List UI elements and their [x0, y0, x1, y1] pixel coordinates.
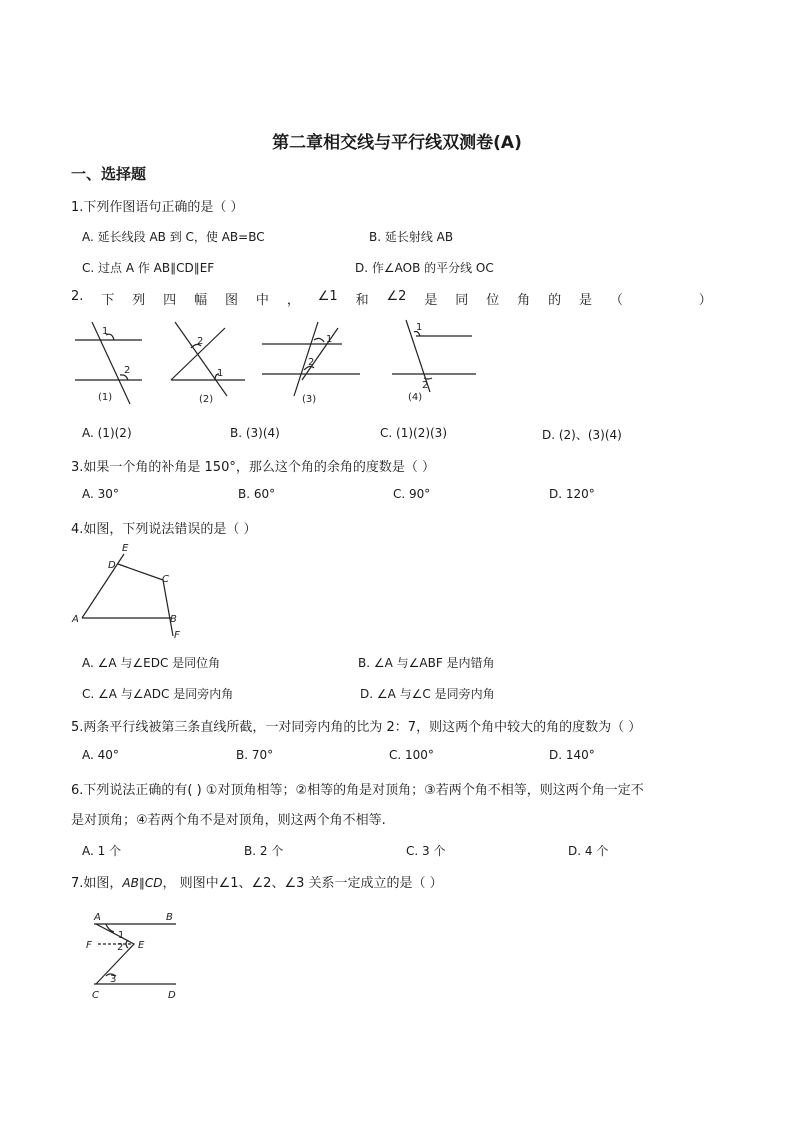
point-e-label: E [122, 543, 129, 554]
q2-option-b[interactable]: B. (3)(4) [230, 426, 280, 440]
q2-stem-char: 位 [486, 293, 500, 308]
q7-stem [71, 872, 443, 891]
fig-caption: (3) [302, 394, 317, 405]
q1-option-c[interactable]: C. 过点 A 作 AB∥CD∥EF [82, 261, 215, 275]
q2-stem-char: ） [698, 293, 712, 308]
q2-stem-char: ∠1 [317, 289, 338, 304]
q5-option-a[interactable]: A. 40° [82, 748, 119, 762]
q7-stem-suffix: ， 则图中∠1、∠2、∠3 关系一定成立的是（ ） [162, 876, 443, 891]
q2-stem-char: 幅 [194, 293, 208, 308]
angle-1-label: 1 [118, 930, 125, 941]
point-a-label: A [72, 614, 79, 625]
point-d-label: D [168, 990, 176, 1001]
q7-stem-parallel: AB∥CD [122, 876, 163, 890]
angle-3-label: 3 [110, 974, 117, 985]
q2-figure-2 [163, 318, 253, 408]
point-e-label: E [138, 940, 145, 951]
q4-option-d[interactable]: D. ∠A 与∠C 是同旁内角 [360, 687, 495, 701]
point-b-label: B [170, 614, 177, 625]
q2-stem-char: 2. [71, 289, 84, 304]
q5-option-d[interactable]: D. 140° [549, 748, 595, 762]
q2-stem-char: 中 [255, 293, 269, 308]
q6-option-b[interactable]: B. 2 个 [244, 844, 284, 858]
q5-option-b[interactable]: B. 70° [236, 748, 274, 762]
q7-figure [84, 908, 194, 1000]
fig-caption: (4) [408, 392, 423, 403]
q6-option-a[interactable]: A. 1 个 [82, 844, 122, 858]
q4-figure [70, 540, 190, 644]
q2-option-d[interactable]: D. (2)、(3)(4) [542, 428, 622, 442]
q6-option-d[interactable]: D. 4 个 [568, 844, 609, 858]
q2-figure-3 [260, 318, 364, 408]
q2-stem-char: 列 [132, 293, 146, 308]
q2-stem-char: 是 [578, 293, 592, 308]
point-f-label: F [174, 630, 180, 641]
q1-option-a[interactable]: A. 延长线段 AB 到 C，使 AB=BC [82, 230, 265, 244]
q3-option-c[interactable]: C. 90° [393, 487, 431, 501]
fig-caption: (2) [199, 394, 214, 405]
angle-1-label: 1 [416, 322, 423, 333]
angle-2-label: 2 [124, 365, 131, 376]
q6-stem-line-1: 6.下列说法正确的有( ) ①对顶角相等；②相等的角是对顶角；③若两个角不相等，则这两个角一定不 [71, 783, 644, 798]
q2-stem [71, 289, 712, 308]
angle-2-label: 2 [117, 942, 124, 953]
q3-option-a[interactable]: A. 30° [82, 487, 119, 501]
point-c-label: C [92, 990, 99, 1001]
q5-option-c[interactable]: C. 100° [389, 748, 434, 762]
q4-option-c[interactable]: C. ∠A 与∠ADC 是同旁内角 [82, 687, 234, 701]
q1-option-b[interactable]: B. 延长射线 AB [369, 230, 454, 244]
q4-option-a[interactable]: A. ∠A 与∠EDC 是同位角 [82, 656, 221, 670]
angle-2-label: 2 [308, 357, 315, 368]
page-title: 第二章相交线与平行线双测卷(A) [272, 133, 522, 153]
point-c-label: C [162, 574, 169, 585]
q3-option-d[interactable]: D. 120° [549, 487, 595, 501]
q3-option-b[interactable]: B. 60° [238, 487, 276, 501]
section-heading: 一、选择题 [71, 165, 147, 183]
q6-stem-line-2: 是对顶角；④若两个角不是对顶角，则这两个角不相等. [71, 813, 386, 828]
angle-1-label: 1 [102, 326, 109, 337]
q2-stem-char: 是 [424, 293, 438, 308]
q1-stem: 1.下列作图语句正确的是（ ） [71, 200, 244, 215]
q6-option-c[interactable]: C. 3 个 [406, 844, 446, 858]
angle-2-label: 2 [422, 380, 429, 391]
q2-option-c[interactable]: C. (1)(2)(3) [380, 426, 448, 440]
q2-figure-1 [70, 318, 150, 408]
q4-stem: 4.如图，下列说法错误的是（ ） [71, 522, 257, 537]
q4-option-b[interactable]: B. ∠A 与∠ABF 是内错角 [358, 656, 495, 670]
angle-2-label: 2 [197, 336, 204, 347]
q2-stem-char: （ [609, 293, 623, 308]
angle-1-label: 1 [326, 334, 333, 345]
point-d-label: D [108, 560, 116, 571]
q2-stem-char: 角 [517, 293, 531, 308]
point-f-label: F [86, 940, 92, 951]
q3-stem: 3.如果一个角的补角是 150°，那么这个角的余角的度数是（ ） [71, 460, 435, 475]
q2-stem-char: 下 [101, 293, 115, 308]
point-a-label: A [94, 912, 101, 923]
point-b-label: B [166, 912, 173, 923]
q2-stem-char: 四 [163, 293, 177, 308]
q2-stem-char: 的 [548, 293, 562, 308]
q2-figure-4 [390, 318, 480, 404]
q1-option-d[interactable]: D. 作∠AOB 的平分线 OC [355, 261, 494, 275]
fig-caption: (1) [98, 392, 113, 403]
q2-stem-char: 和 [355, 293, 369, 308]
q5-stem: 5.两条平行线被第三条直线所截，一对同旁内角的比为 2：7，则这两个角中较大的角的度数为（ ） [71, 720, 642, 735]
q2-stem-char: 同 [455, 293, 469, 308]
q7-stem-prefix: 7.如图， [71, 876, 123, 891]
q2-stem-char: ， [286, 293, 300, 308]
angle-1-label: 1 [217, 368, 224, 379]
q2-stem-char: ∠2 [386, 289, 407, 304]
q2-option-a[interactable]: A. (1)(2) [82, 426, 132, 440]
q2-stem-char: 图 [225, 293, 239, 308]
